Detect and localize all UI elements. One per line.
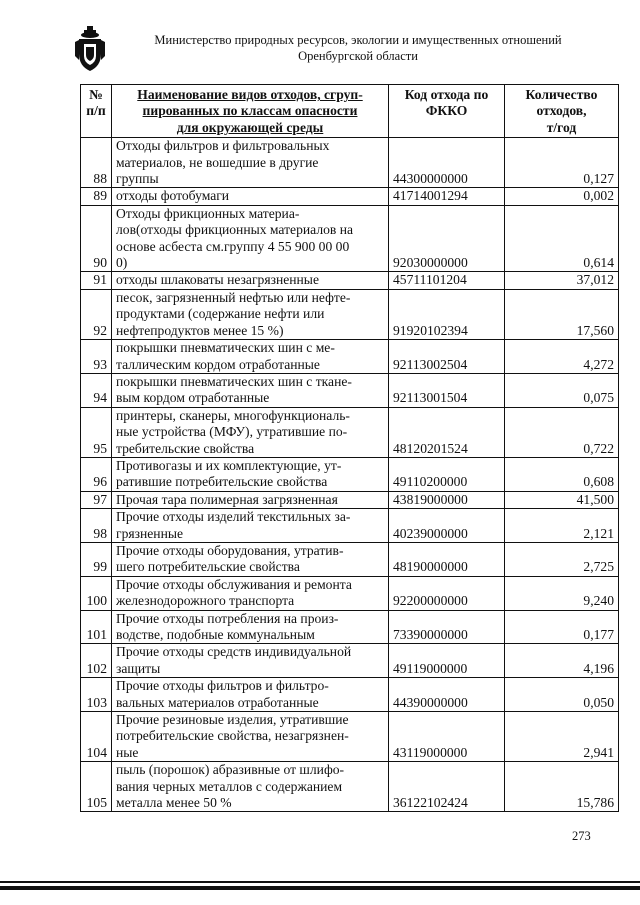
table-row <box>81 610 619 644</box>
row-number: 91 <box>81 272 112 289</box>
row-number: 88 <box>81 138 112 188</box>
row-number: 104 <box>81 712 112 762</box>
quantity-value: 15,786 <box>505 762 619 812</box>
quantity-value: 0,177 <box>505 610 619 644</box>
quantity-value: 0,608 <box>505 457 619 491</box>
quantity-value: 2,941 <box>505 712 619 762</box>
waste-name-line: вания черных металлов с содержанием <box>116 778 343 794</box>
column-header-waste-name <box>112 85 389 138</box>
table-row <box>81 138 619 188</box>
waste-name-line: Прочая тара полимерная загрязненная <box>116 491 338 507</box>
waste-name-line: шего потребительские свойства <box>116 559 300 575</box>
waste-name <box>112 457 389 491</box>
waste-name <box>112 576 389 610</box>
table-row <box>81 373 619 407</box>
row-number: 105 <box>81 762 112 812</box>
waste-name-line: водстве, подобные коммунальным <box>116 627 315 642</box>
column-header-line: № <box>89 87 103 102</box>
table-row <box>81 762 619 812</box>
row-number: 100 <box>81 576 112 610</box>
quantity-value: 4,196 <box>505 644 619 678</box>
fkko-code: 49110200000 <box>389 457 505 491</box>
fkko-code: 92113002504 <box>389 340 505 374</box>
waste-name-line: Прочие отходы изделий текстильных за- <box>116 509 351 525</box>
quantity-value: 0,614 <box>505 205 619 272</box>
quantity-value: 0,002 <box>505 188 619 205</box>
coat-of-arms-emblem <box>74 26 106 72</box>
row-number: 101 <box>81 610 112 644</box>
waste-name-line: отходы фотобумаги <box>116 188 230 204</box>
row-number: 89 <box>81 188 112 205</box>
row-number: 98 <box>81 509 112 543</box>
fkko-code: 91920102394 <box>389 289 505 339</box>
waste-name-line: покрышки пневматических шин с ткане- <box>116 373 352 389</box>
table-row <box>81 542 619 576</box>
waste-name <box>112 340 389 374</box>
waste-name-line: основе асбеста см.группу 4 55 900 00 00 <box>116 238 350 254</box>
fkko-code: 44390000000 <box>389 678 505 712</box>
quantity-value: 2,121 <box>505 509 619 543</box>
waste-name <box>112 678 389 712</box>
bottom-rule-thick <box>0 886 640 890</box>
table-row <box>81 272 619 289</box>
column-header-line: п/п <box>86 103 106 119</box>
fkko-code: 44300000000 <box>389 138 505 188</box>
waste-name <box>112 205 389 272</box>
column-header-line: Код отхода по <box>404 87 489 102</box>
column-header-quantity <box>505 85 619 138</box>
column-header-line: Количество <box>525 87 598 102</box>
row-number: 93 <box>81 340 112 374</box>
waste-name <box>112 407 389 457</box>
column-header-line: для окружающей среды <box>176 119 324 135</box>
row-number: 102 <box>81 644 112 678</box>
waste-name-line: вальных материалов отработанные <box>116 694 319 710</box>
waste-name-line: Прочие резиновые изделия, утратившие <box>116 712 349 728</box>
waste-name-line: продуктами (содержание нефти или <box>116 306 325 322</box>
waste-name-line: Прочие отходы средств индивидуальной <box>116 644 352 660</box>
waste-name-line: Отходы фильтров и фильтровальных <box>116 138 330 154</box>
fkko-code: 36122102424 <box>389 762 505 812</box>
fkko-code: 92113001504 <box>389 373 505 407</box>
waste-name-line: ные устройства (МФУ), утратившие по- <box>116 424 348 440</box>
table-header-row <box>81 85 619 138</box>
waste-name-line: 0) <box>116 255 128 271</box>
fkko-code: 45711101204 <box>389 272 505 289</box>
column-header-line: ФККО <box>425 103 468 119</box>
waste-name-line: группы <box>116 171 159 187</box>
waste-name-line: вым кордом отработанные <box>116 390 270 406</box>
waste-name <box>112 289 389 339</box>
table-row <box>81 509 619 543</box>
fkko-code: 43119000000 <box>389 712 505 762</box>
waste-name-line: железнодорожного транспорта <box>116 593 295 609</box>
quantity-value: 17,560 <box>505 289 619 339</box>
fkko-code: 73390000000 <box>389 610 505 644</box>
waste-name-line: нефтепродуктов менее 15 %) <box>116 322 284 338</box>
waste-name <box>112 272 389 289</box>
row-number: 96 <box>81 457 112 491</box>
waste-name-line: Прочие отходы обслуживания и ремонта <box>116 576 352 592</box>
table-row <box>81 712 619 762</box>
waste-name <box>112 138 389 188</box>
table-row <box>81 205 619 272</box>
table-row <box>81 340 619 374</box>
column-header-line: пированных по классам опасности <box>142 103 358 119</box>
quantity-value: 0,075 <box>505 373 619 407</box>
waste-name <box>112 491 389 508</box>
column-header-line: Наименование видов отходов, сгруп- <box>137 87 363 102</box>
quantity-value: 0,050 <box>505 678 619 712</box>
table-row <box>81 407 619 457</box>
quantity-value: 0,127 <box>505 138 619 188</box>
table-row <box>81 491 619 508</box>
page-number: 273 <box>572 829 591 843</box>
waste-name <box>112 373 389 407</box>
header-line-1: Министерство природных ресурсов, экологии и имущественных отношений <box>154 33 562 47</box>
waste-name-line: Прочие отходы оборудования, утратив- <box>116 542 344 558</box>
table-row <box>81 576 619 610</box>
waste-name-line: грязненные <box>116 525 184 541</box>
waste-name-line: отходы шлаковаты незагрязненные <box>116 272 319 288</box>
waste-name-line: пыль (порошок) абразивные от шлифо- <box>116 762 345 778</box>
waste-name-line: требительские свойства <box>116 440 255 456</box>
waste-name <box>112 712 389 762</box>
fkko-code: 92200000000 <box>389 576 505 610</box>
row-number: 92 <box>81 289 112 339</box>
waste-name <box>112 762 389 812</box>
row-number: 103 <box>81 678 112 712</box>
waste-name-line: покрышки пневматических шин с ме- <box>116 340 335 356</box>
waste-name-line: лов(отходы фрикционных материалов на <box>116 222 354 238</box>
table-row <box>81 457 619 491</box>
fkko-code: 48120201524 <box>389 407 505 457</box>
row-number: 90 <box>81 205 112 272</box>
fkko-code: 43819000000 <box>389 491 505 508</box>
waste-name-line: Отходы фрикционных материа- <box>116 205 300 221</box>
fkko-code: 48190000000 <box>389 542 505 576</box>
waste-name <box>112 610 389 644</box>
waste-name <box>112 644 389 678</box>
waste-name <box>112 542 389 576</box>
fkko-code: 92030000000 <box>389 205 505 272</box>
row-number: 95 <box>81 407 112 457</box>
column-header-line: отходов, <box>536 103 587 119</box>
quantity-value: 4,272 <box>505 340 619 374</box>
waste-name-line: ные <box>116 744 139 760</box>
column-header-line: т/год <box>546 119 577 135</box>
fkko-code: 40239000000 <box>389 509 505 543</box>
waste-name-line: металла менее 50 % <box>116 795 232 811</box>
waste-name-line: материалов, не вошедшие в другие <box>116 154 319 170</box>
waste-name-line: потребительские свойства, незагрязнен- <box>116 728 349 744</box>
quantity-value: 0,722 <box>505 407 619 457</box>
table-row <box>81 678 619 712</box>
waste-table <box>80 84 619 812</box>
column-header-number <box>81 85 112 138</box>
waste-name-line: принтеры, сканеры, многофункциональ- <box>116 407 350 423</box>
quantity-value: 41,500 <box>505 491 619 508</box>
column-header-fkko-code <box>389 85 505 138</box>
waste-name-line: ратившие потребительские свойства <box>116 474 328 490</box>
quantity-value: 37,012 <box>505 272 619 289</box>
ministry-header <box>118 32 598 64</box>
waste-name-line: защиты <box>116 660 161 676</box>
table-row <box>81 289 619 339</box>
quantity-value: 2,725 <box>505 542 619 576</box>
bottom-rule-thin <box>0 881 640 883</box>
quantity-value: 9,240 <box>505 576 619 610</box>
header-line-2: Оренбургской области <box>298 49 418 63</box>
waste-name-line: Прочие отходы потребления на произ- <box>116 610 339 626</box>
waste-name-line: Противогазы и их комплектующие, ут- <box>116 457 342 473</box>
table-body <box>81 138 619 812</box>
table-row <box>81 188 619 205</box>
fkko-code: 49119000000 <box>389 644 505 678</box>
waste-name-line: песок, загрязненный нефтью или нефте- <box>116 289 351 305</box>
table-row <box>81 644 619 678</box>
waste-name <box>112 188 389 205</box>
row-number: 97 <box>81 491 112 508</box>
row-number: 94 <box>81 373 112 407</box>
waste-name-line: Прочие отходы фильтров и фильтро- <box>116 678 329 694</box>
fkko-code: 41714001294 <box>389 188 505 205</box>
waste-name-line: таллическим кордом отработанные <box>116 356 320 372</box>
waste-name <box>112 509 389 543</box>
row-number: 99 <box>81 542 112 576</box>
